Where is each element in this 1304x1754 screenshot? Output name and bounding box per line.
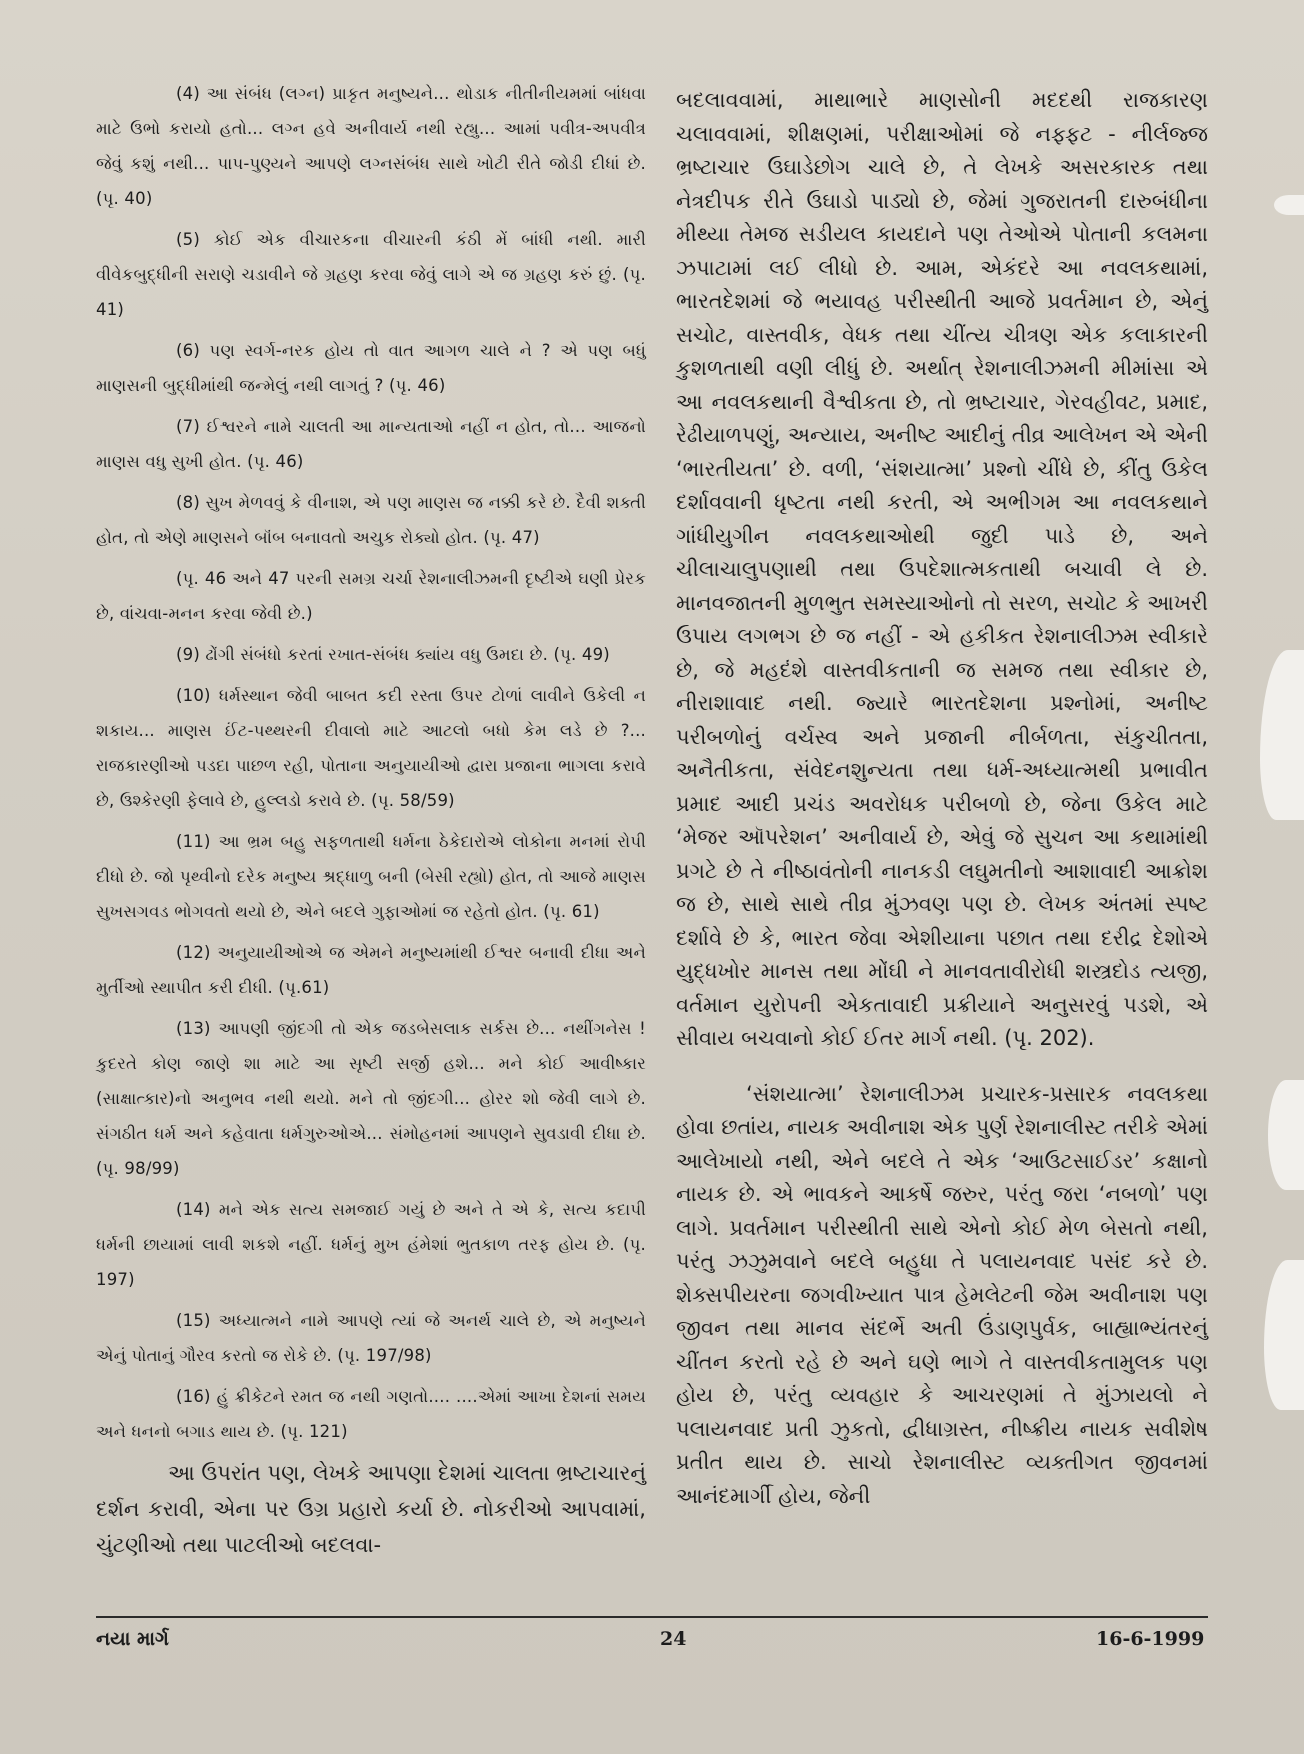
quote-6: (6) પણ સ્વર્ગ-નરક હોય તો વાત આગળ ચાલે ને ? એ પણ બધું માણસની બુદ્ધીમાંથી જન્મેલું નથી લાગતું ? (પૃ. 46) <box>96 341 646 395</box>
closing-paragraph: આ ઉપરાંત પણ, લેખકે આપણા દેશમાં ચાલતા ભ્રષ્ટાચારનું દર્શન કરાવી, એના પર ઉગ્ર પ્રહારો કર્યા છે. નોકરીઓ આપવામાં, ચુંટણીઓ તથા પાટલીઓ બદલવા- <box>96 1461 646 1557</box>
footer-date: 16-6-1999 <box>1096 1628 1205 1650</box>
quote-4: (4) આ સંબંધ (લગ્ન) પ્રાકૃત મનુષ્યને... થોડાક નીતીનીયમમાં બાંધવા માટે ઉભો કરાયો હતો... લગ્ન હવે અનીવાર્ય નથી રહ્યુ... આમાં પવીત્ર-અપવીત્ર જેવું કશું નથી... પાપ-પુણ્યને આપણે લગ્નસંબંધ સાથે ખોટી રીતે જોડી દીધાં છે. (પૃ. 40) <box>96 84 646 208</box>
quote-5: (5) કોઈ એક વીચારકના વીચારની કંઠી મેં બાંધી નથી. મારી વીવેકબુદ્ધીની સરાણે ચડાવીને જે ગ્રહણ કરવા જેવું લાગે એ જ ગ્રહણ કરું છું. (પૃ. 41) <box>96 230 646 319</box>
right-paragraph-2: ‘સંશયાત્મા’ રેશનાલીઝમ પ્રચારક-પ્રસારક નવલકથા હોવા છતાંય, નાયક અવીનાશ એક પુર્ણ રેશનાલીસ્ટ તરીકે એમાં આલેખાયો નથી, એને બદલે તે એક ‘આઉટસાઈડર’ કક્ષાનો નાયક છે. એ ભાવકને આકર્ષે જરુર, પરંતુ જરા ‘નબળો’ પણ લાગે. પ્રવર્તમાન પરીસ્થીતી સાથે એનો કોઈ મેળ બેસતો નથી, પરંતુ ઝઝુમવાને બદલે બહુધા તે પલાયનવાદ પસંદ કરે છે. શેક્સપીયરના જગવીખ્યાત પાત્ર હેમલેટની જેમ અવીનાશ પણ જીવન તથા માનવ સંદર્ભે અતી ઉંડાણપુર્વક, બાહ્યાભ્યંતરનું ચીંતન કરતો રહે છે અને ઘણે ભાગે તે વાસ્તવીકતામુલક પણ હોય છે, પરંતુ વ્યવહાર કે આચરણમાં તે મુંઝાયલો ને પલાયનવાદ પ્રતી ઝુકતો, દ્વીધાગ્રસ્ત, નીષ્ક્રીય નાયક સવીશેષ પ્રતીત થાય છે. સાચો રેશનાલીસ્ટ વ્યક્તીગત જીવનમાં આનંદમાર્ગી હોય, જેની <box>676 1081 1208 1508</box>
quote-7: (7) ઈશ્વરને નામે ચાલતી આ માન્યતાઓ નહીં ન હોત, તો... આજનો માણસ વધુ સુખી હોત. (પૃ. 46) <box>96 417 646 471</box>
right-paragraph-1: બદલાવવામાં, માથાભારે માણસોની મદદથી રાજકારણ ચલાવવામાં, શીક્ષણમાં, પરીક્ષાઓમાં જે નફ્ફટ - નીર્લજ્જ ભ્રષ્ટાચાર ઉઘાડેછોગ ચાલે છે, તે લેખકે અસરકારક તથા નેત્રદીપક રીતે ઉઘાડો પાડ્યો છે, જેમાં ગુજરાતની દારુબંધીના મીથ્યા તેમજ સડીયલ કાયદાને પણ તેઓએ પોતાની કલમના ઝપાટામાં લઈ લીધો છે. આમ, એકંદરે આ નવલકથામાં, ભારતદેશમાં જે ભયાવહ પરીસ્થીતી આજે પ્રવર્તમાન છે, એનું સચોટ, વાસ્તવીક, વેધક તથા ચીંત્ય ચીત્રણ એક કલાકારની કુશળતાથી વણી લીધું છે. અર્થાત્ રેશનાલીઝમની મીમાંસા એ આ નવલકથાની વૈશ્વીકતા છે, તો ભ્રષ્ટાચાર, ગેરવહીવટ, પ્રમાદ, રેઢીયાળપણું, અન્યાય, અનીષ્ટ આદીનું તીવ્ર આલેખન એ એની ‘ભારતીયતા’ છે. વળી, ‘સંશયાત્મા’ પ્રશ્નો ચીંધે છે, કીંતુ ઉકેલ દર્શાવવાની ધૃષ્ટતા નથી કરતી, એ અભીગમ આ નવલકથાને ગાંધીયુગીન નવલકથાઓથી જુદી પાડે છે, અને ચીલાચાલુપણાથી તથા ઉપદેશાત્મકતાથી બચાવી લે છે. માનવજાતની મુળભુત સમસ્યાઓનો તો સરળ, સચોટ કે આખરી ઉપાય લગભગ છે જ નહીં - એ હકીકત રેશનાલીઝમ સ્વીકારે છે, જે મહદંશે વાસ્તવીકતાની જ સમજ તથા સ્વીકાર છે, નીરાશાવાદ નથી. જ્યારે ભારતદેશના પ્રશ્નોમાં, અનીષ્ટ પરીબળોનું વર્ચસ્વ અને પ્રજાની નીર્બળતા, સંકુચીતતા, અનૈતીકતા, સંવેદનશુન્યતા તથા ધર્મ-અધ્યાત્મથી પ્રભાવીત પ્રમાદ આદી પ્રચંડ અવરોધક પરીબળો છે, જેના ઉકેલ માટે ‘મેજર ઑપરેશન’ અનીવાર્ય છે, એવું જે સુચન આ કથામાંથી પ્રગટે છે તે નીષ્ઠાવંતોની નાનકડી લઘુમતીનો આશાવાદી આક્રોશ જ છે, સાથે સાથે તીવ્ર મુંઝવણ પણ છે. લેખક અંતમાં સ્પષ્ટ દર્શાવે છે કે, ભારત જેવા એશીયાના પછાત તથા દરીદ્ર દેશોએ યુદ્ધખોર માનસ તથા મોંઘી ને માનવતાવીરોધી શસ્ત્રદોડ ત્યજી, વર્તમાન યુરોપની એકતાવાદી પ્રક્રીયાને અનુસરવું પડશે, એ સીવાય બચવાનો કોઈ ઈતર માર્ગ નથી. (પૃ. 202). <box>676 88 1208 1050</box>
torn-edge-bottom <box>1264 1260 1304 1410</box>
quote-10: (10) ધર્મસ્થાન જેવી બાબત કદી રસ્તા ઉપર ટોળાં લાવીને ઉકેલી ન શકાય... માણસ ઈંટ-પથ્થરની દીવાલો માટે આટલો બધો કેમ લડે છે ?... રાજકારણીઓ પડદા પાછળ રહી, પોતાના અનુયાયીઓ દ્વારા પ્રજાના ભાગલા કરાવે છે, ઉશ્કેરણી ફેલાવે છે, હુલ્લડો કરાવે છે. (પૃ. 58/59) <box>96 686 646 810</box>
footer-page-number: 24 <box>660 1628 687 1650</box>
quote-15: (15) અધ્યાત્મને નામે આપણે ત્યાં જે અનર્થ ચાલે છે, એ મનુષ્યને એનું પોતાનું ગૌરવ કરતો જ રોકે છે. (પૃ. 197/98) <box>96 1311 646 1365</box>
quote-14: (14) મને એક સત્ય સમજાઈ ગયું છે અને તે એ કે, સત્ય કદાપી ધર્મની છાયામાં લાવી શકશે નહીં. ધર્મનું મુખ હંમેશાં ભુતકાળ તરફ હોય છે. (પૃ. 197) <box>96 1200 646 1289</box>
torn-edge-lower <box>1268 1080 1304 1190</box>
quote-16: (16) હું ક્રીકેટને રમત જ નથી ગણતો.... ....એમાં આખા દેશનાં સમય અને ધનનો બગાડ થાય છે. (પૃ. 121) <box>96 1387 646 1441</box>
torn-edge-middle <box>1260 650 1304 820</box>
quote-13: (13) આપણી જીંદગી તો એક જડબેસલાક સર્કસ છે... નથીંગનેસ ! કુદરતે કોણ જાણે શા માટે આ સૃષ્ટી સર્જી હશે... મને કોઈ આવીષ્કાર (સાક્ષાત્કાર)નો અનુભવ નથી થયો. મને તો જીંદગી... હોરર શો જેવી લાગે છે. સંગઠીત ધર્મ અને કહેવાતા ધર્મગુરુઓએ... સંમોહનમાં આપણને સુવડાવી દીધા છે. (પૃ. 98/99) <box>96 1019 646 1178</box>
footer-publication: નયા માર્ગ <box>96 1628 169 1650</box>
footer-rule <box>96 1616 1208 1618</box>
torn-edge-top <box>1274 195 1304 215</box>
quote-12: (12) અનુયાયીઓએ જ એમને મનુષ્યમાંથી ઈશ્વર બનાવી દીધા અને મુર્તીઓ સ્થાપીત કરી દીધી. (પૃ.61) <box>96 943 646 997</box>
note-pages-46-47: (પૃ. 46 અને 47 પરની સમગ્ર ચર્ચા રેશનાલીઝમની દૃષ્ટીએ ઘણી પ્રેરક છે, વાંચવા-મનન કરવા જેવી છે.) <box>96 569 646 623</box>
left-column <box>96 76 646 1563</box>
quote-11: (11) આ ભ્રમ બહુ સફળતાથી ધર્મના ઠેકેદારોએ લોકોના મનમાં રોપી દીધો છે. જો પૃથ્વીનો દરેક મનુષ્ય શ્રદ્ધાળુ બની (બેસી રહ્યો) હોત, તો આજે માણસ સુખસગવડ ભોગવતો થયો છે, એને બદલે ગુફાઓમાં જ રહેતો હોત. (પૃ. 61) <box>96 832 646 921</box>
quote-8: (8) સુખ મેળવવું કે વીનાશ, એ પણ માણસ જ નક્કી કરે છે. દૈવી શક્તી હોત, તો એણે માણસને બૉંબ બનાવતો અચુક રોક્યો હોત. (પૃ. 47) <box>96 493 646 547</box>
right-column <box>676 84 1208 1513</box>
quote-9: (9) ઢોંગી સંબંધો કરતાં રખાત-સંબંધ ક્યાંય વધુ ઉમદા છે. (પૃ. 49) <box>176 645 610 664</box>
